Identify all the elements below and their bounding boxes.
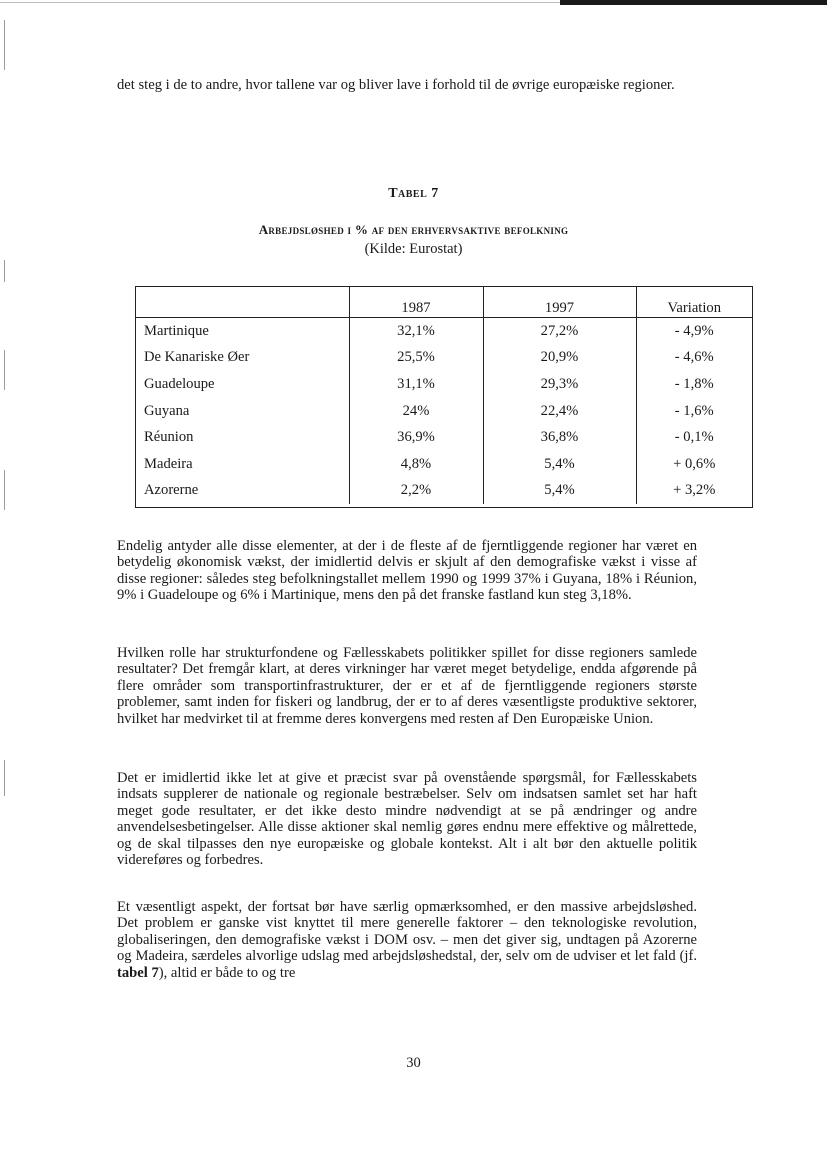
region-cell: Réunion [144, 429, 194, 446]
table-row [136, 318, 752, 345]
scan-margin-mark [4, 20, 5, 70]
value-1987-cell: 4,8% [349, 451, 483, 478]
table-row [136, 478, 752, 505]
paragraph-intro: det steg i de to andre, hvor tallene var og bliver lave i forhold til de øvrige europæiske regioner. [117, 77, 675, 93]
region-cell: Madeira [144, 455, 193, 472]
region-cell: Guadeloupe [144, 375, 215, 392]
value-1997-cell: 20,9% [483, 345, 636, 372]
scan-top-edge [0, 0, 827, 4]
value-1997-cell: 29,3% [483, 371, 636, 398]
value-1987-cell: 32,1% [349, 318, 483, 345]
value-1997-cell: 5,4% [483, 478, 636, 505]
scan-top-thin-line [0, 2, 560, 3]
region-cell: Martinique [144, 322, 209, 339]
variation-cell: - 4,6% [636, 345, 752, 372]
table-row [136, 345, 752, 372]
variation-cell: - 1,6% [636, 398, 752, 425]
scan-margin-mark [4, 350, 5, 390]
variation-cell: - 1,8% [636, 371, 752, 398]
unemployment-table [135, 286, 753, 508]
paragraph-text: Et væsentligt aspekt, der fortsat bør have særlig opmærksomhed, er den massive arbejdsløshed. Det problem er ganske vist knyttet til mere generelle faktorer – den teknologiske revolution, globaliseringen, den demografiske vækst i DOM osv. – men det giver sig, undtagen på Azorerne og Madeira, særdeles alvorlige udslag med arbejdsløshedstal, der, selv om de udviser et let fald (jf. [117, 899, 697, 965]
region-cell: Guyana [144, 402, 190, 419]
value-1997-cell: 27,2% [483, 318, 636, 345]
table-subtitle: Arbejdsløshed i % af den erhvervsaktive befolkning [258, 222, 569, 237]
header-blank [136, 287, 349, 318]
header-1997: 1997 [483, 287, 636, 318]
table-source: (Kilde: Eurostat) [364, 241, 463, 257]
value-1987-cell: 36,9% [349, 424, 483, 451]
value-1987-cell: 25,5% [349, 345, 483, 372]
header-variation: Variation [636, 287, 752, 318]
table-row [136, 398, 752, 425]
scan-margin-mark [4, 760, 5, 796]
value-1997-cell: 36,8% [483, 424, 636, 451]
page-number: 30 [406, 1055, 421, 1071]
variation-cell: - 0,1% [636, 424, 752, 451]
variation-cell: + 0,6% [636, 451, 752, 478]
table-header-row [136, 287, 752, 318]
scan-margin-mark [4, 260, 5, 282]
region-cell: Azorerne [144, 482, 199, 499]
region-cell: De Kanariske Øer [144, 349, 250, 366]
paragraph-demographic-growth: Endelig antyder alle disse elementer, at der i de fleste af de fjerntliggende regioner har været en betydelig økonomisk vækst, der imidlertid delvis er skjult af den demografiske vækst i visse af disse regioner: således steg befolkningstallet mellem 1990 og 1999 37% i Guyana, 18% i Réunion, 9% i Guadeloupe og 6% i Martinique, mens den på det franske fastland kun steg 3,18%. [117, 538, 697, 604]
paragraph-community-action: Det er imidlertid ikke let at give et præcist svar på ovenstående spørgsmål, for Fællesskabets indsats supplerer de nationale og regionale bestræbelser. Selv om indsatsen samlet set har haft meget gode resultater, er det ikke desto mindre nødvendigt at se på ændringer og andre anvendelsesbetingelser. Alle disse aktioner skal nemlig gøres endnu mere effektive og målrettede, og de skal tilpasses den nye europæiske og globale kontekst. Alt i alt bør den aktuelle politik videreføres og forbedres. [117, 770, 697, 869]
paragraph-text: ), altid er både to og tre [158, 964, 296, 981]
value-1987-cell: 24% [349, 398, 483, 425]
table-row [136, 451, 752, 478]
table-row [136, 371, 752, 398]
variation-cell: - 4,9% [636, 318, 752, 345]
value-1997-cell: 22,4% [483, 398, 636, 425]
scan-top-thick-line [560, 0, 827, 5]
table-reference: tabel 7 [117, 964, 159, 981]
paragraph-unemployment [117, 899, 697, 981]
value-1987-cell: 2,2% [349, 478, 483, 505]
value-1987-cell: 31,1% [349, 371, 483, 398]
header-1987: 1987 [349, 287, 483, 318]
table-title: Tabel 7 [388, 186, 439, 201]
value-1997-cell: 5,4% [483, 451, 636, 478]
scan-margin-mark [4, 470, 5, 510]
variation-cell: + 3,2% [636, 478, 752, 505]
table-row [136, 424, 752, 451]
paragraph-structural-funds: Hvilken rolle har strukturfondene og Fællesskabets politikker spillet for disse regioners samlede resultater? Det fremgår klart, at deres virkninger har været meget betydelige, endda afgørende på flere områder som transportinfrastrukturer, der er et af de fjerntliggende regioners største problemer, samt inden for fiskeri og landbrug, der er to af deres væsentligste produktive sektorer, hvilket har medvirket til at fremme deres konvergens med resten af Den Europæiske Union. [117, 645, 697, 727]
